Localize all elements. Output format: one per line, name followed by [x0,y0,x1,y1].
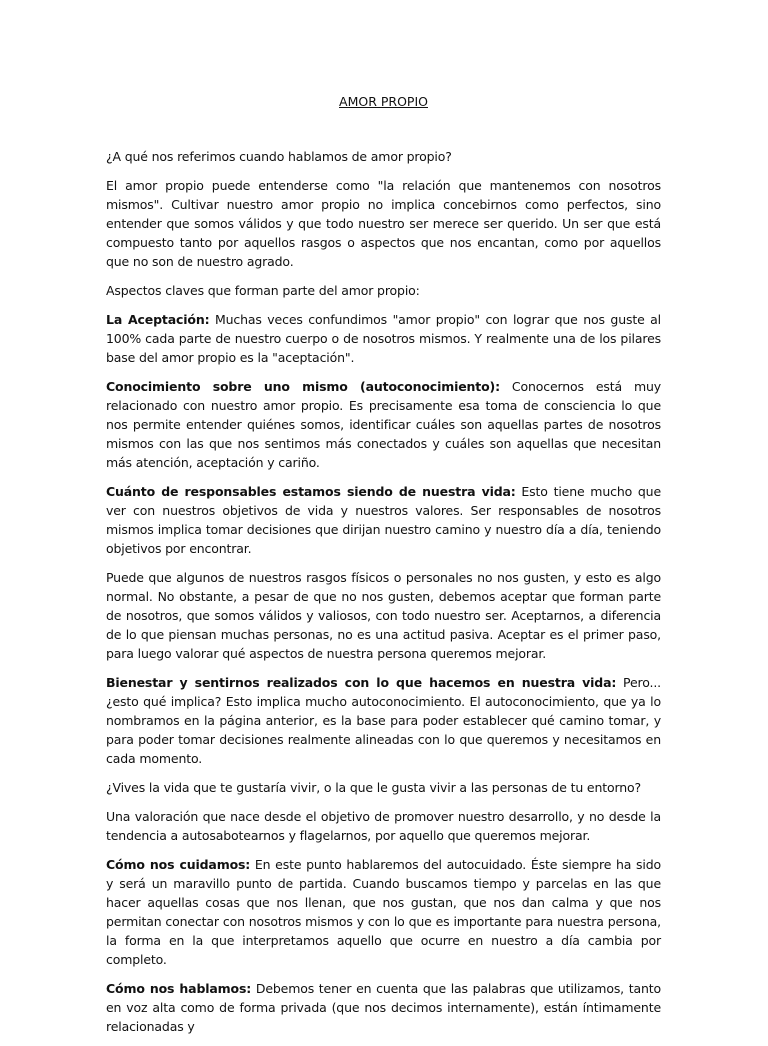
paragraph-valoracion [106,807,661,845]
paragraph-lead: Cómo nos hablamos: [106,981,252,996]
paragraph-lead: Cuánto de responsables estamos siendo de nuestra vida: [106,484,516,499]
paragraph-definition [106,176,661,271]
paragraph-lead: Conocimiento sobre uno mismo (autoconocimiento): [106,379,500,394]
paragraph-question [106,147,661,166]
paragraph-text: En este punto hablaremos del autocuidado. Éste siempre ha sido y será un maravillo punto de partida. Cuando buscamos tiempo y parcelas en las que hacer aquellas cosas que nos llenan, que nos gustan, que nos dan calma y que nos permitan conectar con nosotros mismos y con lo que es importante para nuestra persona, la forma en la que interpretamos aquello que ocurre en nuestro a día cambia por completo. [106,857,661,967]
paragraph-text: Conocernos está muy relacionado con nuestro amor propio. Es precisamente esa toma de consciencia lo que nos permite entender quiénes somos, identificar cuáles son aquellas partes de nosotros mismos con las que nos sentimos más conectados y cuáles son aquellas que necesitan más atención, aceptación y cariño. [106,379,661,470]
paragraph-text: Debemos tener en cuenta que las palabras que utilizamos, tanto en voz alta como de forma privada (que nos decimos internamente), están íntimamente relacionadas y [106,981,662,1034]
paragraph-text: Una valoración que nace desde el objetivo de promover nuestro desarrollo, y no desde la tendencia a autosabotearnos y flagelarnos, por aquello que queremos mejorar. [106,809,661,843]
paragraph-text: ¿Vives la vida que te gustaría vivir, o la que le gusta vivir a las personas de tu entorno? [106,780,642,795]
paragraph-responsables [106,482,661,558]
document-page [106,94,661,1046]
paragraph-text: Pero... ¿esto qué implica? Esto implica mucho autoconocimiento. El autoconocimiento, que ya lo nombramos en la página anterior, es la base para poder establecer qué camino tomar, y para poder tomar decisiones realmente alineadas con lo que queremos y necesitamos en cada momento. [106,675,661,766]
paragraph-cuidamos [106,855,661,969]
paragraph-text: Aspectos claves que forman parte del amor propio: [106,283,420,298]
paragraph-aceptacion [106,310,661,367]
paragraph-aspects-intro [106,281,661,300]
paragraph-lead: Bienestar y sentirnos realizados con lo que hacemos en nuestra vida: [106,675,617,690]
paragraph-text: ¿A qué nos referimos cuando hablamos de amor propio? [106,149,452,164]
paragraph-lead: La Aceptación: [106,312,210,327]
paragraph-lead: Cómo nos cuidamos: [106,857,251,872]
paragraph-hablamos [106,979,661,1036]
paragraph-rasgos [106,568,661,663]
paragraph-autoconocimiento [106,377,661,472]
paragraph-vives [106,778,661,797]
document-title: AMOR PROPIO [339,94,428,109]
paragraph-bienestar [106,673,661,768]
paragraph-text: El amor propio puede entenderse como "la relación que mantenemos con nosotros mismos". Cultivar nuestro amor propio no implica concebirnos como perfectos, sino entender que somos válidos y que todo nuestro ser merece ser querido. Un ser que está compuesto tanto por aquellos rasgos o aspectos que nos encantan, como por aquellos que no son de nuestro agrado. [106,178,661,269]
paragraph-text: Puede que algunos de nuestros rasgos físicos o personales no nos gusten, y esto es algo normal. No obstante, a pesar de que no nos gusten, debemos aceptar que forman parte de nosotros, que somos válidos y valiosos, con todo nuestro ser. Aceptarnos, a diferencia de lo que piensan muchas personas, no es una actitud pasiva. Aceptar es el primer paso, para luego valorar qué aspectos de nuestra persona queremos mejorar. [106,570,661,661]
paragraph-text: Muchas veces confundimos "amor propio" con lograr que nos guste al 100% cada parte de nuestro cuerpo o de nosotros mismos. Y realmente una de los pilares base del amor propio es la "aceptación". [106,312,661,365]
paragraph-text: Esto tiene mucho que ver con nuestros objetivos de vida y nuestros valores. Ser responsables de nosotros mismos implica tomar decisiones que dirijan nuestro camino y nuestro día a día, teniendo objetivos por encontrar. [106,484,661,556]
